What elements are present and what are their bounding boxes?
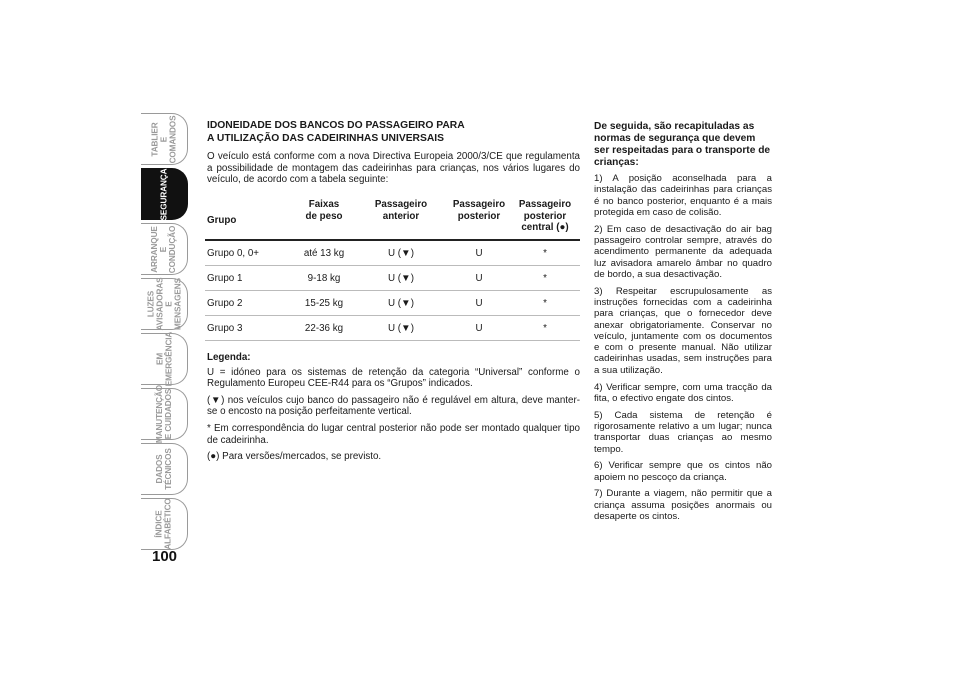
rule-item: 2) Em caso de desactivação do air bag passageiro controlar sempre, através do acendimento permanente da adequada luz avisadora amarelo âmbar no quadro de bordo, a sua desactivação. (594, 223, 772, 280)
table-header (205, 199, 580, 241)
rule-item: 6) Verificar sempre que os cintos não apoiem no pescoço da criança. (594, 460, 772, 483)
rule-item: 4) Verificar sempre, com uma tracção da fita, o efectivo engate dos cintos. (594, 381, 772, 404)
table-cell: * (543, 273, 547, 284)
table-row (205, 291, 580, 316)
table-cell: U (475, 273, 483, 284)
table-cell: Grupo 3 (207, 323, 243, 334)
legend-item: (▼) nos veículos cujo banco do passageiro não é regulável em altura, deve manter-se o encosto na posição perfeitamente vertical. (207, 394, 580, 418)
table-row (205, 241, 580, 266)
section-title-line: IDONEIDADE DOS BANCOS DO PASSAGEIRO PARA (207, 120, 465, 131)
table-cell: 9-18 kg (307, 273, 341, 284)
table-cell: U (▼) (387, 273, 415, 284)
table-cell: até 13 kg (303, 248, 345, 259)
seat-suitability-table (205, 199, 580, 341)
table-cell: Grupo 1 (207, 273, 243, 284)
table-cell: U (▼) (387, 298, 415, 309)
rule-item: 3) Respeitar escrupulosamente as instruções fornecidas com a cadeirinha para crianças, que o fornecedor deve anexar obrigatoriamente. Conservar no veículo, juntamente com os documentos e com o presente manual. Não utilizar cadeirinhas usadas, sem instruções para a sua utilização. (594, 285, 772, 376)
legend-title: Legenda: (207, 352, 251, 363)
table-cell: * (543, 298, 547, 309)
tab-label: DADOS TÉCNICOS (154, 448, 173, 490)
table-cell: U (▼) (387, 248, 415, 259)
page-number: 100 (152, 548, 178, 565)
table-cell: U (475, 323, 483, 334)
header-cell: Passageiro anterior (374, 199, 428, 222)
rule-item: 5) Cada sistema de retenção é rigorosamente relativo a um lugar; nunca transportar duas crianças ao mesmo tempo. (594, 409, 772, 455)
intro-paragraph: O veículo está conforme com a nova Directiva Europeia 2000/3/CE que regulamenta a possibilidade de montagem das cadeirinhas para crianças, nos vários lugares do veículo, de acordo com a tabela seguinte: (207, 151, 580, 186)
tab-arranque[interactable] (141, 223, 188, 275)
header-cell: Grupo (207, 215, 237, 226)
table-row (205, 316, 580, 341)
header-cell: Passageiro posterior (452, 199, 506, 222)
table-cell: * (543, 248, 547, 259)
tab-label: ÍNDICE ALFABÉTICO (155, 498, 173, 550)
table-cell: 22-36 kg (304, 323, 344, 334)
table-cell: * (543, 323, 547, 334)
tab-manutencao[interactable] (141, 384, 188, 444)
table-cell: Grupo 2 (207, 298, 243, 309)
table-cell: 15-25 kg (304, 298, 344, 309)
rule-item: 1) A posição aconselhada para a instalação das cadeirinhas para crianças é no banco posterior, enquanto é a mais protegida em caso de colisão. (594, 173, 772, 218)
legend-item: * Em correspondência do lugar central posterior não pode ser montado qualquer tipo de cadeirinha. (207, 422, 580, 446)
tab-indice[interactable] (141, 498, 188, 550)
legend (207, 352, 580, 468)
tab-emergencia[interactable] (141, 333, 188, 385)
legend-item: U = idóneo para os sistemas de retenção da categoria “Universal” conforme o Regulamento Europeu CEE-R44 para os “Grupos” indicados. (207, 366, 580, 390)
table-row (205, 266, 580, 291)
rules-title: De seguida, são recapituladas as normas de segurança que devem ser respeitadas para o transporte de crianças: (594, 121, 771, 168)
table-cell: U (475, 298, 483, 309)
tab-label: MANUTENÇÃO E CUIDADOS (155, 384, 174, 444)
table-cell: U (475, 248, 483, 259)
rule-item: 7) Durante a viagem, não permitir que a criança assuma posições anormais ou desaperte os cintos. (594, 488, 772, 523)
section-title (207, 120, 587, 145)
legend-item: (●) Para versões/mercados, se previsto. (207, 451, 382, 463)
tab-label: SEGURANÇA (159, 168, 169, 220)
header-cell: Passageiro posterior central (●) (518, 199, 572, 233)
tab-dados[interactable] (141, 443, 188, 495)
tab-label: TABLIER E COMANDOS (150, 115, 178, 163)
tab-label: EM EMERGÊNCIA (155, 331, 173, 387)
tab-label: ARRANQUE E CONDUÇÃO (150, 225, 178, 273)
tab-seguranca[interactable] (141, 168, 188, 220)
tab-label: LUZES AVISADORAS E MENSAGENS (146, 277, 183, 331)
tab-luzes[interactable] (141, 278, 188, 330)
safety-rules (594, 121, 772, 528)
header-cell: Faixas de peso (305, 199, 343, 222)
table-cell: Grupo 0, 0+ (207, 248, 260, 259)
table-cell: U (▼) (387, 323, 415, 334)
section-title-line: A UTILIZAÇÃO DAS CADEIRINHAS UNIVERSAIS (207, 132, 445, 144)
tab-tablier[interactable] (141, 113, 188, 165)
